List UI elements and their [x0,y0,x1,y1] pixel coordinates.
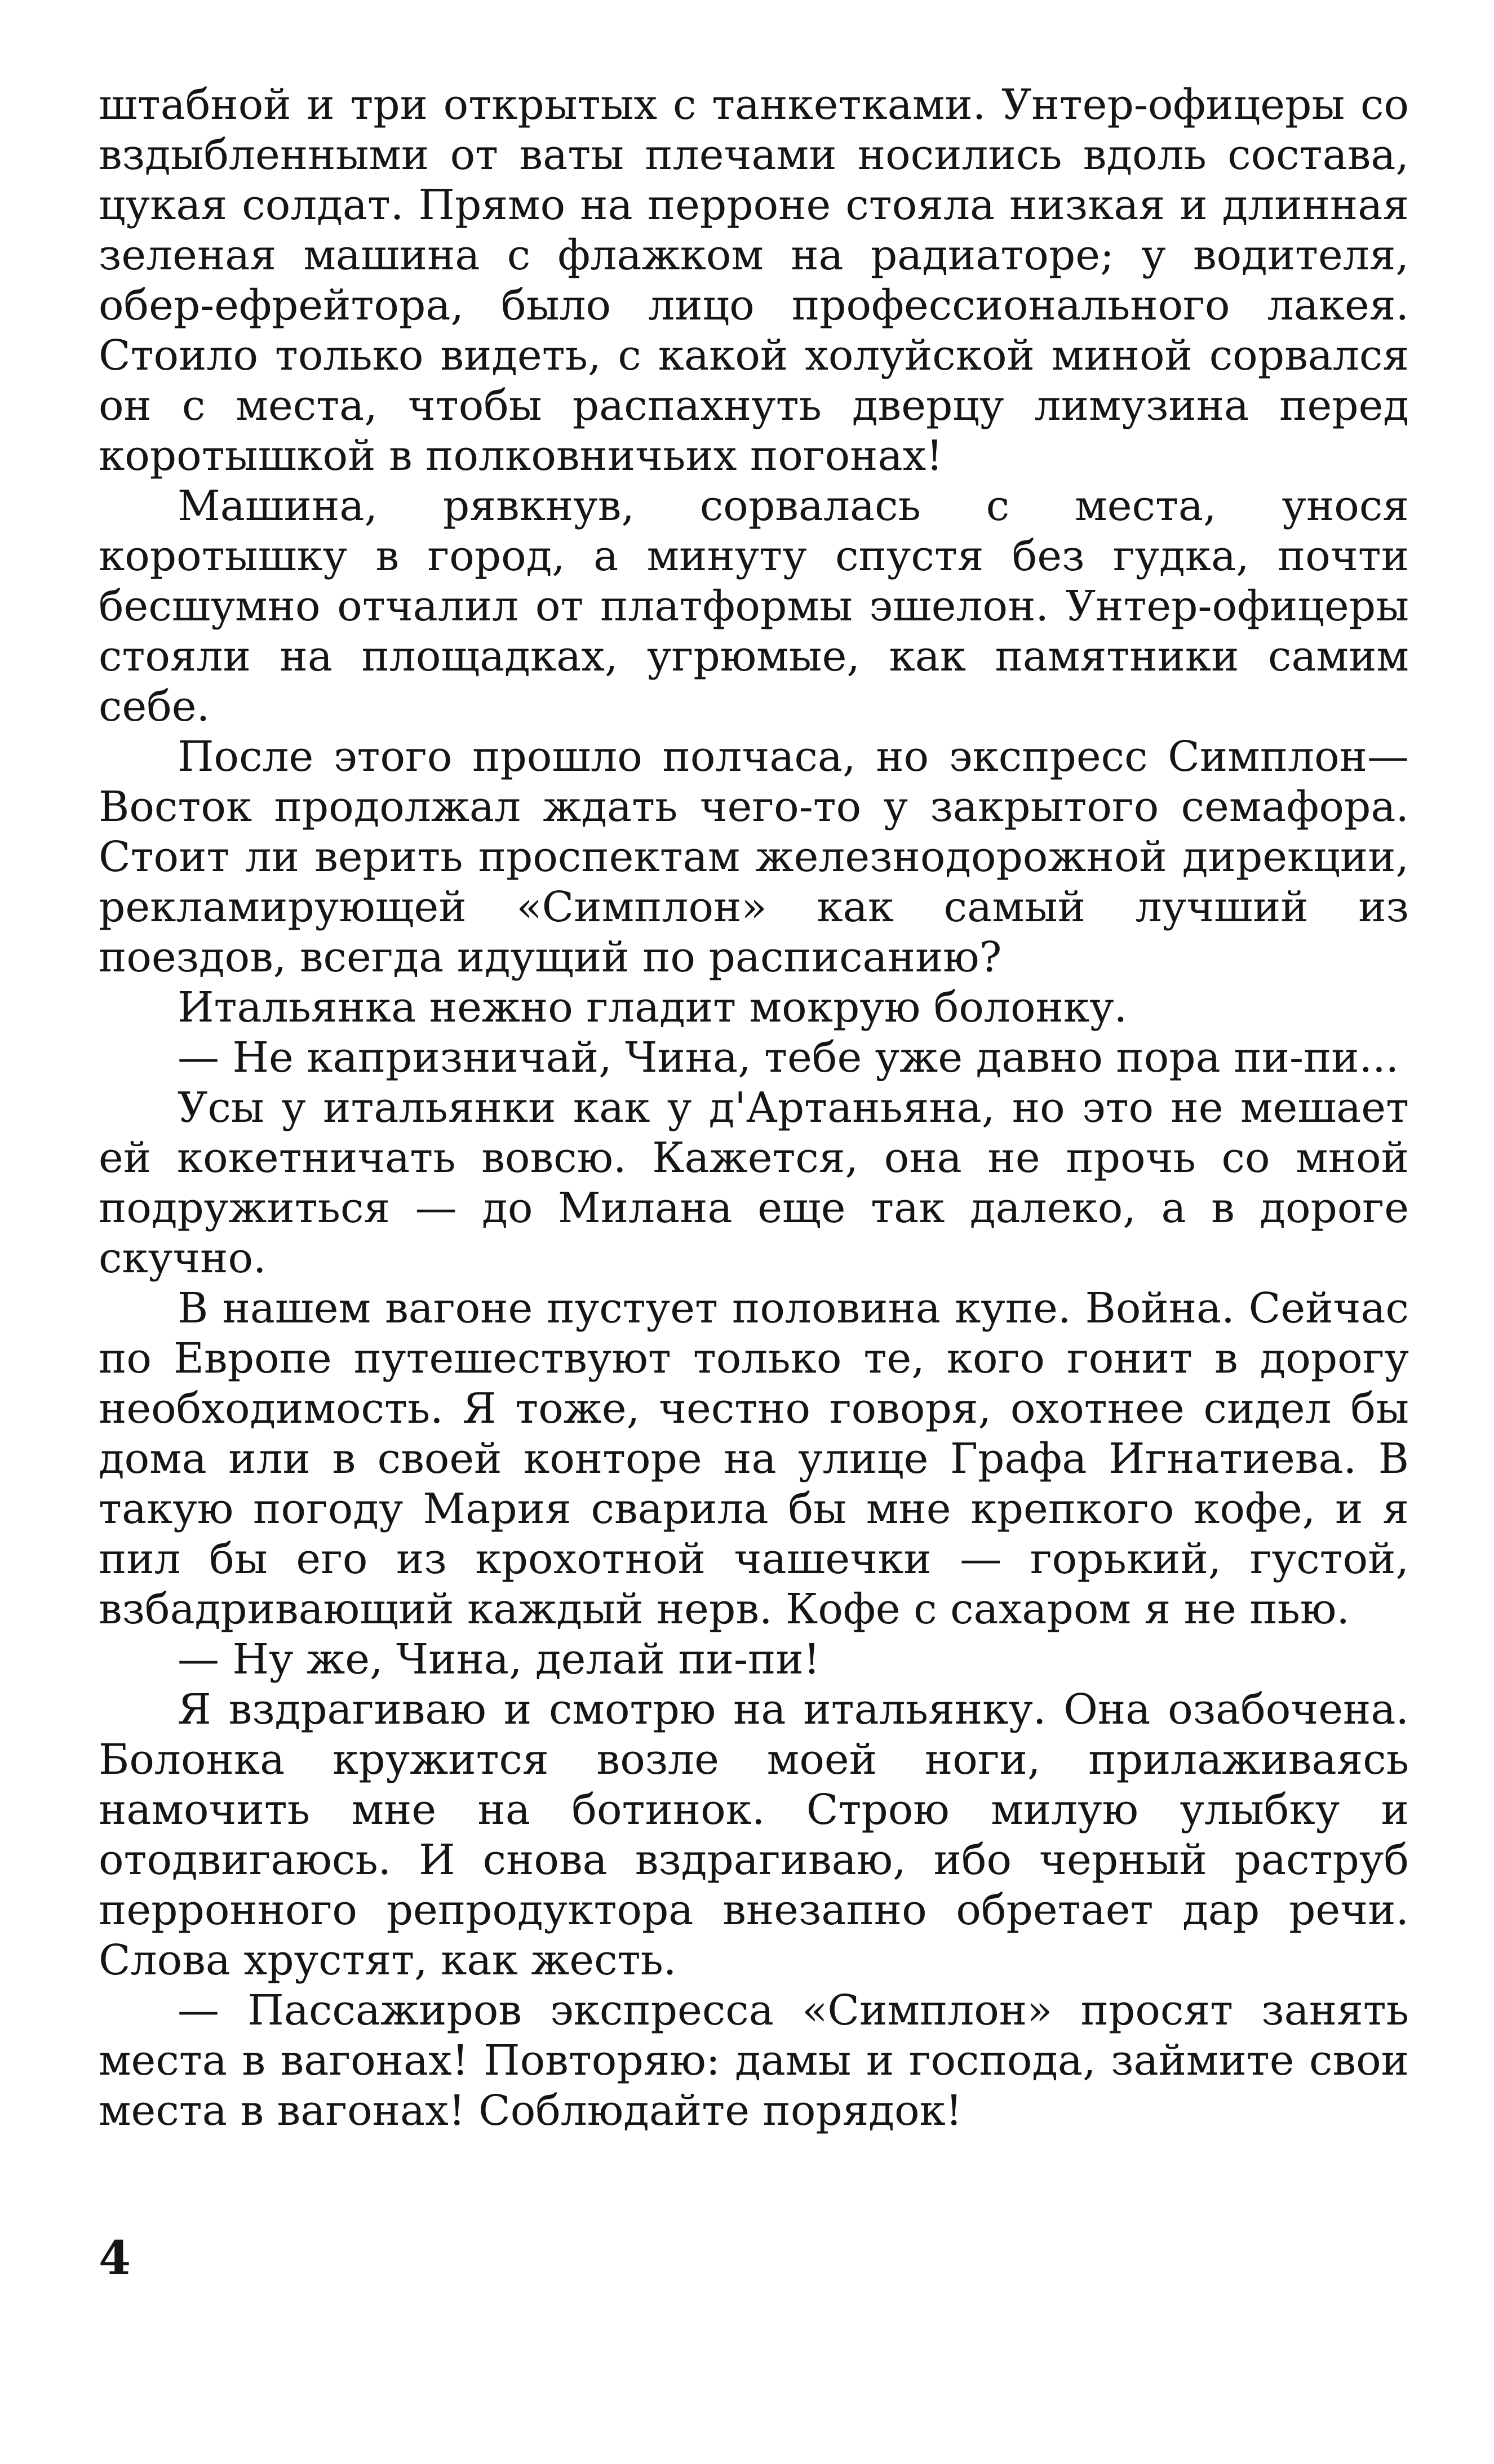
paragraph-5: — Не капризничай, Чина, тебе уже давно пора пи-пи... [178,1033,1399,1082]
paragraph-9: Я вздрагиваю и смотрю на итальянку. Она озабочена. Болонка кружится возле моей ноги, прилаживаясь намочить мне на ботинок. Строю милую улыбку и отодвигаюсь. И снова вздрагиваю, ибо черный раструб перронного репродуктора внезапно обретает дар речи. Слова хрустят, как жесть. [99,1685,1409,1984]
paragraph-3: После этого прошло полчаса, но экспресс Симплон—Восток продолжал ждать чего-то у закрытого семафора. Стоит ли верить проспектам железнодорожной дирекции, рекламирующей «Симплон» как самый лучший из поездов, всегда идущий по расписанию? [99,732,1409,982]
page-body [99,80,1409,2136]
paragraph-7: В нашем вагоне пустует половина купе. Война. Сейчас по Европе путешествуют только те, кого гонит в дорогу необходимость. Я тоже, честно говоря, охотнее сидел бы дома или в своей конторе на улице Графа Игнатиева. В такую погоду Мария сварила бы мне крепкого кофе, и я пил бы его из крохотной чашечки — горький, густой, взбадривающий каждый нерв. Кофе с сахаром я не пью. [99,1284,1409,1633]
paragraph-1: штабной и три открытых с танкетками. Унтер-офицеры со вздыбленными от ваты плечами носились вдоль состава, цукая солдат. Прямо на перроне стояла низкая и длинная зеленая машина с флажком на радиаторе; у водителя, обер-ефрейтора, было лицо профессионального лакея. Стоило только видеть, с какой холуйской миной сорвался он с места, чтобы распахнуть дверцу лимузина перед коротышкой в полковничьих погонах! [99,81,1409,480]
paragraph-6: Усы у итальянки как у д'Артаньяна, но это не мешает ей кокетничать вовсю. Кажется, она не прочь со мной подружиться — до Милана еще так далеко, а в дороге скучно. [99,1084,1409,1282]
paragraph-4: Итальянка нежно гладит мокрую болонку. [178,983,1128,1032]
paragraph-2: Машина, рявкнув, сорвалась с места, унося коротышку в город, а минуту спустя без гудка, почти бесшумно отчалил от платформы эшелон. Унтер-офицеры стояли на площадках, угрюмые, как памятники самим себе. [99,482,1409,731]
paragraph-10: — Пассажиров экспресса «Симплон» просят занять места в вагонах! Повторяю: дамы и господа, займите свои места в вагонах! Соблюдайте порядок! [99,1986,1409,2135]
paragraph-8: — Ну же, Чина, делай пи-пи! [178,1635,821,1684]
page-number: 4 [99,2231,131,2285]
